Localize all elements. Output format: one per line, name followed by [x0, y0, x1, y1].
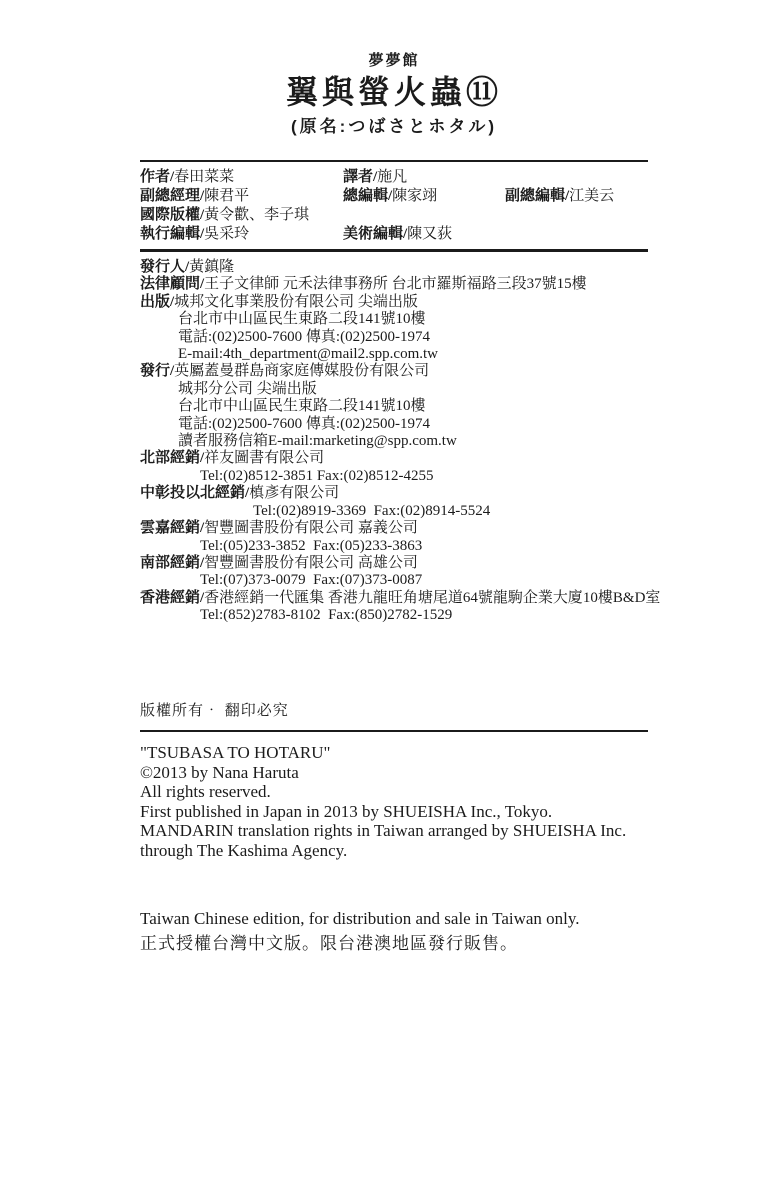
edition-line-en: Taiwan Chinese edition, for distribution and sale in Taiwan only.	[140, 909, 580, 928]
credit-value: 陳君平	[204, 188, 250, 204]
field-value: Tel:(02)8919-3369 Fax:(02)8914-5524	[253, 502, 491, 519]
publisher-line	[140, 607, 740, 624]
field-value: 讀者服務信箱E-mail:marketing@spp.com.tw	[178, 433, 457, 450]
copyright-line: through The Kashima Agency.	[140, 840, 348, 860]
field-label: 香港經銷/	[140, 589, 205, 606]
credit-cell	[343, 168, 505, 187]
publisher-line	[140, 555, 740, 572]
field-value: 槙彥有限公司	[249, 485, 340, 502]
publisher-line	[140, 294, 740, 311]
publisher-line	[140, 346, 740, 363]
credit-label: 美術編輯/	[343, 226, 408, 242]
credit-cell	[505, 225, 648, 244]
publisher-line	[140, 538, 740, 555]
publisher-line	[140, 416, 740, 433]
field-value: 智豐圖書股份有限公司 嘉義公司	[204, 520, 418, 537]
field-label: 發行/	[140, 363, 175, 380]
publisher-line	[140, 259, 740, 276]
title-block	[140, 52, 648, 138]
credit-cell	[343, 225, 505, 244]
field-value: 電話:(02)2500-7600 傳真:(02)2500-1974	[178, 328, 431, 345]
publisher-line	[140, 572, 740, 589]
imprint-label: 夢夢館	[368, 52, 420, 69]
publisher-line	[140, 329, 740, 346]
original-title: (原名:つばさとホタル)	[291, 117, 497, 136]
publisher-line	[140, 468, 740, 485]
field-value: Tel:(07)373-0079 Fax:(07)373-0087	[200, 572, 423, 589]
field-label: 北部經銷/	[140, 450, 205, 467]
field-value: 香港經銷一代匯集 香港九龍旺角塘尾道64號龍駒企業大廈10樓B&D室	[204, 589, 661, 606]
field-value: Tel:(852)2783-8102 Fax:(850)2782-1529	[200, 607, 453, 624]
credit-cell	[140, 206, 648, 225]
publisher-line	[140, 398, 740, 415]
copyright-line: All rights reserved.	[140, 782, 271, 802]
edition-line-zh: 正式授權台灣中文版。限台港澳地區發行販售。	[140, 934, 518, 953]
english-copyright	[140, 743, 680, 861]
publisher-line	[140, 520, 740, 537]
field-value: 電話:(02)2500-7600 傳真:(02)2500-1974	[178, 415, 431, 432]
field-label: 法律顧問/	[140, 276, 205, 293]
credits-row	[140, 187, 648, 206]
field-value: Tel:(05)233-3852 Fax:(05)233-3863	[200, 537, 423, 554]
publisher-line	[140, 363, 740, 380]
publisher-line	[140, 381, 740, 398]
publisher-line	[140, 276, 740, 293]
field-label: 南部經銷/	[140, 554, 205, 571]
credit-label: 國際版權/	[140, 207, 205, 223]
field-value: 英屬蓋曼群島商家庭傳媒股份有限公司	[174, 363, 430, 380]
copyright-line: MANDARIN translation rights in Taiwan arranged by SHUEISHA Inc.	[140, 821, 627, 841]
edition-notice	[140, 906, 680, 956]
credit-cell	[140, 225, 343, 244]
credit-value: 陳又荻	[407, 226, 453, 242]
field-value: 黃鎮隆	[189, 259, 235, 275]
credit-cell	[140, 168, 343, 187]
field-value: 台北市中山區民生東路二段141號10樓	[178, 398, 426, 415]
copyright-line: ©2013 by Nana Haruta	[140, 762, 299, 782]
field-value: E-mail:4th_department@mail2.spp.com.tw	[178, 346, 439, 363]
credit-value: 施凡	[377, 169, 408, 185]
copyright-line: "TSUBASA TO HOTARU"	[140, 743, 331, 762]
credits-row	[140, 225, 648, 244]
credit-value: 黃令歡、李子琪	[204, 207, 310, 223]
field-label: 發行人/	[140, 259, 190, 275]
credit-cell	[140, 187, 343, 206]
field-value: 城邦分公司 尖端出版	[178, 380, 317, 397]
credit-label: 譯者/	[343, 169, 378, 185]
credit-value: 春田菜菜	[174, 169, 235, 185]
publisher-line	[140, 433, 740, 450]
credit-label: 副總經理/	[140, 188, 205, 204]
field-value: Tel:(02)8512-3851 Fax:(02)8512-4255	[200, 467, 434, 484]
credits-row	[140, 168, 648, 187]
publisher-line	[140, 485, 740, 502]
credit-value: 吳采玲	[204, 226, 250, 242]
publisher-info	[140, 259, 740, 625]
publisher-line	[140, 590, 740, 607]
field-value: 台北市中山區民生東路二段141號10樓	[178, 311, 426, 328]
field-label: 雲嘉經銷/	[140, 520, 205, 537]
publisher-line	[140, 503, 740, 520]
publisher-line	[140, 450, 740, 467]
credit-value: 江美云	[569, 188, 615, 204]
field-label: 中彰投以北經銷/	[140, 485, 250, 502]
series-title: 翼與螢火蟲⑪	[285, 74, 502, 110]
publisher-line	[140, 311, 740, 328]
credit-label: 副總編輯/	[505, 188, 570, 204]
rights-notice: 版權所有‧ 翻印必究	[140, 703, 289, 719]
field-value: 智豐圖書股份有限公司 高雄公司	[204, 554, 418, 571]
credit-label: 總編輯/	[343, 188, 393, 204]
field-value: 王子文律師 元禾法律事務所 台北市羅斯福路三段37號15樓	[204, 276, 587, 293]
credit-cell	[343, 187, 505, 206]
divider-rule	[140, 730, 648, 732]
credit-label: 執行編輯/	[140, 226, 205, 242]
credit-cell	[505, 187, 648, 206]
credit-value: 陳家翊	[392, 188, 438, 204]
field-value: 城邦文化事業股份有限公司 尖端出版	[174, 293, 418, 310]
credits-row	[140, 206, 648, 225]
credits-table	[140, 160, 648, 252]
field-value: 祥友圖書有限公司	[204, 450, 325, 467]
copyright-line: First published in Japan in 2013 by SHUEISHA Inc., Tokyo.	[140, 801, 553, 821]
field-label: 出版/	[140, 293, 175, 310]
credit-label: 作者/	[140, 169, 175, 185]
credit-cell	[505, 168, 648, 187]
